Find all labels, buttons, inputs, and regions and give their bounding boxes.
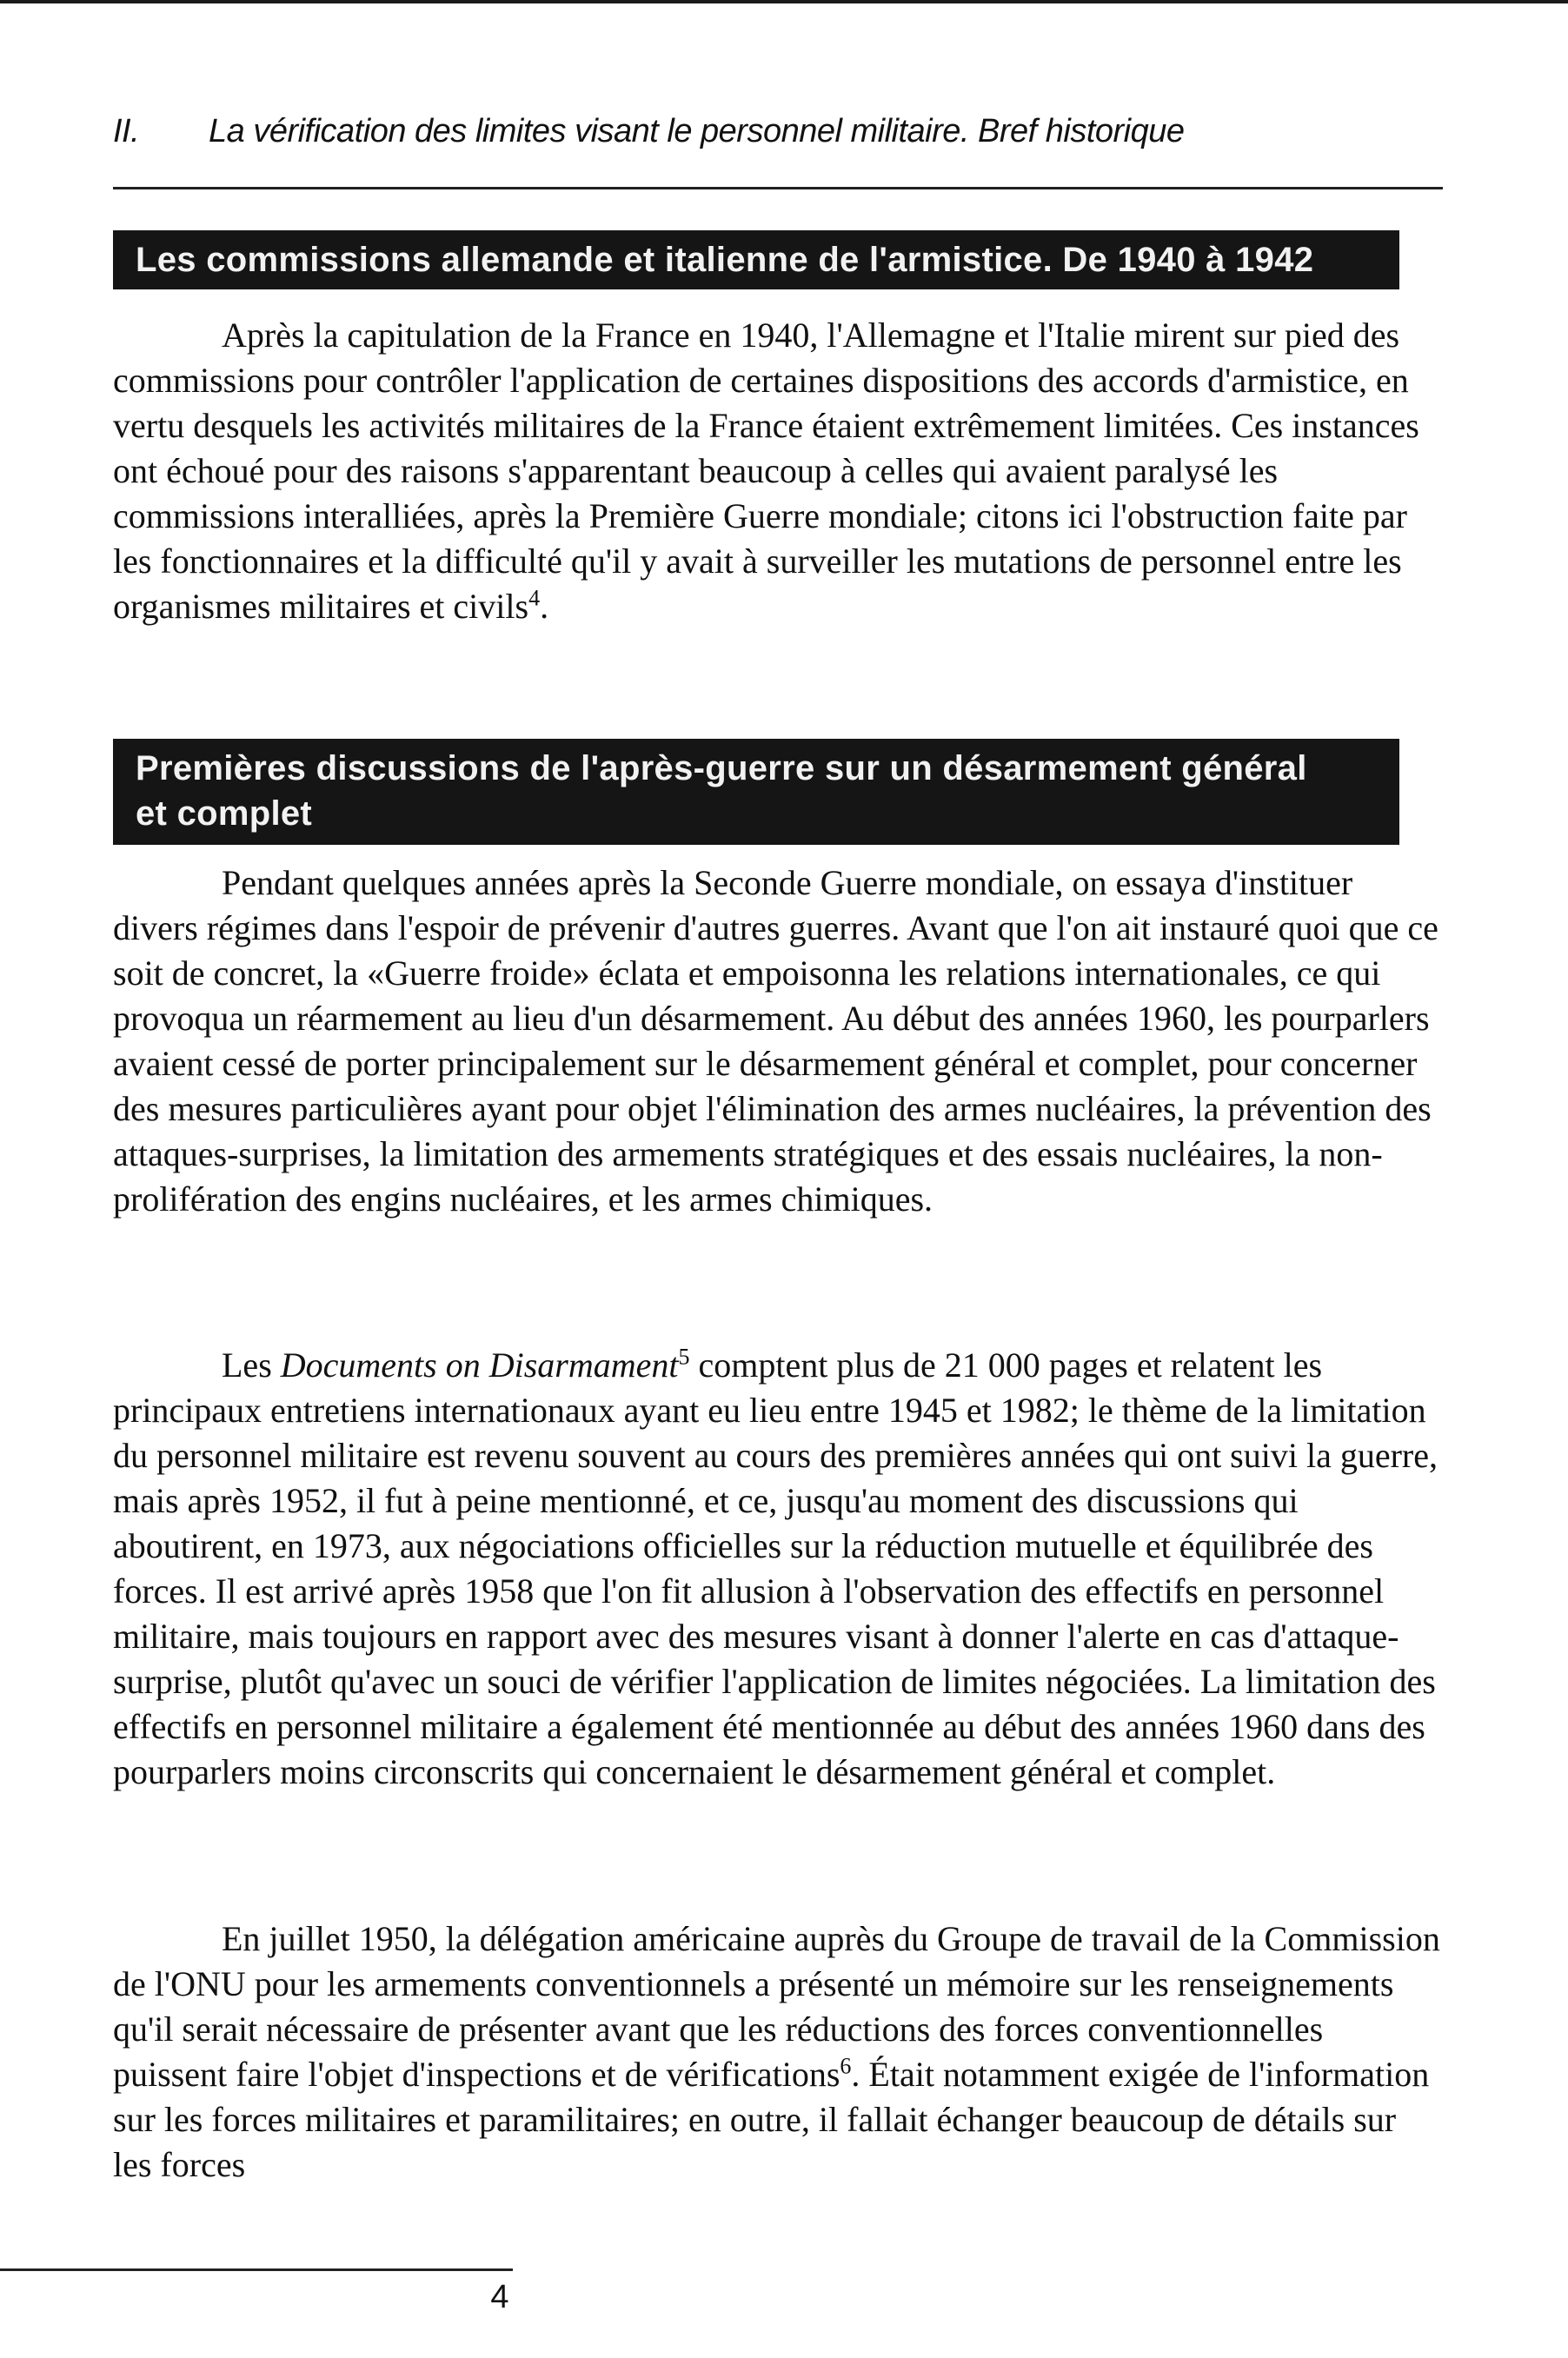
header-rule (113, 187, 1443, 189)
paragraph-text: comptent plus de 21 000 pages et relatent les principaux entretiens internationaux ayant eu lieu entre 1945 et 1982; le thème de la limitation du personnel militaire est revenu souvent au cours des premières années qui ont suivi la guerre, mais après 1952, il fut à peine mentionné, et ce, jusqu'au moment des discussions qui aboutirent, en 1973, aux négociations officielles sur la réduction mutuelle et équilibrée des forces. Il est arrivé après 1958 que l'on fit allusion à l'observation des effectifs en personnel militaire, mais toujours en rapport avec des mesures visant à donner l'alerte en cas d'attaque-surprise, plutôt qu'avec un souci de vérifier l'application de limites négociées. La limitation des effectifs en personnel militaire a également été mentionnée au début des années 1960 dans des pourparlers moins circonscrits qui concernaient le désarmement général et complet. (113, 1345, 1438, 1791)
footnote-ref-6: 6 (840, 2053, 852, 2079)
top-border-rule (0, 0, 1568, 3)
page-number: 4 (490, 2279, 509, 2315)
paragraph-text-continued: . Était notamment exigée de l'information sur les forces militaires et paramilitaires; en outre, il fallait échanger beaucoup de détails sur les forces (113, 2055, 1430, 2184)
paragraph-text: Pendant quelques années après la Seconde Guerre mondiale, on essaya d'instituer divers régimes dans l'espoir de prévenir d'autres guerres. Avant que l'on ait instauré quoi que ce soit de concret, la «Guerre froide» éclata et empoisonna les relations internationales, ce qui provoqua un réarmement au lieu d'un désarmement. Au début des années 1960, les pourparlers avaient cessé de porter principalement sur le désarmement général et complet, pour concerner des mesures particulières ayant pour objet l'élimination des armes nucléaires, la prévention des attaques-surprises, la limitation des armements stratégiques et des essais nucléaires, la non-prolifération des engins nucléaires, et les armes chimiques. (113, 863, 1438, 1219)
running-header (113, 113, 1443, 150)
paragraph-text: En juillet 1950, la délégation américaine auprès du Groupe de travail de la Commission de l'ONU pour les armements conventionnels a présenté un mémoire sur les renseignements qu'il serait nécessaire de présenter avant que les réductions des forces conventionnelles puissent faire l'objet d'inspections et de vérifications (113, 1919, 1440, 2094)
paragraph-text: Après la capitulation de la France en 1940, l'Allemagne et l'Italie mirent sur pied des commissions pour contrôler l'application de certaines dispositions des accords d'armistice, en vertu desquels les activités militaires de la France étaient extrêmement limitées. Ces instances ont échoué pour des raisons s'apparentant beaucoup à celles qui avaient paralysé les commissions interalliées, après la Première Guerre mondiale; citons ici l'obstruction faite par les fonctionnaires et la difficulté qu'il y avait à surveiller les mutations de personnel entre les organismes militaires et civils (113, 316, 1419, 626)
section-heading-postwar (113, 739, 1399, 845)
paragraph-end: . (540, 587, 549, 626)
paragraph-documents-on-disarmament (113, 1343, 1443, 1795)
chapter-numeral: II. (113, 113, 140, 149)
section-heading-armistice (113, 230, 1399, 289)
chapter-title: La vérification des limites visant le personnel militaire. Bref historique (209, 113, 1185, 149)
footer-rule (0, 2268, 513, 2271)
paragraph-lead: Les (222, 1345, 281, 1385)
footnote-ref-4: 4 (528, 585, 541, 611)
paragraph-postwar-regimes (113, 860, 1443, 1222)
footnote-ref-5: 5 (678, 1344, 690, 1370)
paragraph-july-1950 (113, 1916, 1443, 2188)
section-heading-line: Premières discussions de l'après-guerre sur un désarmement général (136, 749, 1307, 787)
paragraph-armistice (113, 313, 1443, 629)
book-title: Documents on Disarmament (280, 1345, 679, 1385)
section-heading-line: et complet (136, 794, 313, 833)
section-heading-line: Les commissions allemande et italienne de l'armistice. De 1940 à 1942 (136, 241, 1314, 279)
